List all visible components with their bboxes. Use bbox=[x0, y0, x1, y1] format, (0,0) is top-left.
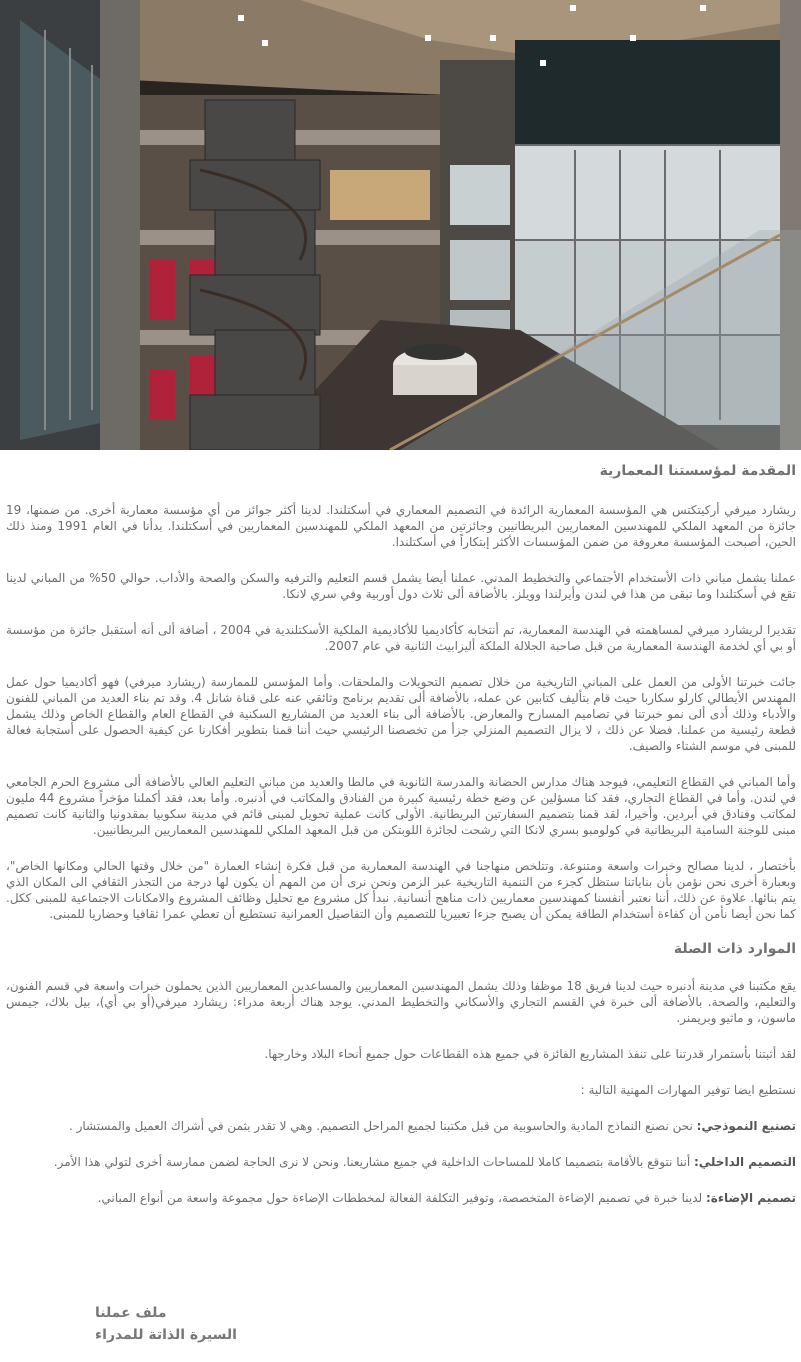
intro-paragraph-6: بأختصار ، لدينا مصالح وخبرات واسعة ومتنوعة. وتتلخص منهاجنا في الهندسة المعمارية من قبل فكرة إنشاء العمارة "من خلال وقتها الحالي ومكانها الخاص"، وبعبارة أخرى نحن نؤمن بأن بناياتنا ستظل كجزء من التنمية التاريخية عبر الزمن ونحن نرى أن من المهم أن يكون لها درجة من التجذر الثقافي الى المكان الذي يتم بنائها. علاوة عن ذلك، أننا نعتبر أنفسنا كمهندسين معماريين ذات مناهج أنسانية. نبدأ كل مشروع مع تحليل وظائف المشروع والامكانات الاجتماعية للمبنى ككل. كما نحن أيضا نأمن أن كفاءة أستخدام الطاقة يمكن أن يصبح جزءا تعبيريا للتصميم وأن التفاصيل العمرانية تستطيع أن تعطي عمرا ثقافيا وحضاريا للمبنى. bbox=[6, 859, 796, 921]
service-item-lighting-design bbox=[6, 1190, 796, 1206]
hero-image bbox=[0, 0, 801, 450]
intro-paragraph-5: وأما المباني في القطاع التعليمي، فيوجد هناك مدارس الحضانة والمدرسة الثانوية في مالطا والعديد من مباني التعليم العالي بالأضافة ألى مشروع الحرم الجامعي في لندن. وأما في القطاع التجاري، فقد كنا مسؤلين عن وضع خطة رئيسية كبيرة من الفنادق والمكاتب في أدنبره. وأما بعد، فقد أكملنا مؤخراً مشروع 44 مليون لمكاتب وفنادق في أبردين. وأخيرا، لقد قمنا بتصميم السفارتين البريطانية. الأولى كانت عملية تحويل لمبنى قائم في مدينة سكوبيا بمقدونيا والثانية كانت تصميم مبنى للوجنة السامية البريطانية في كولومبو بسري لانكا التي رشحت لجائزة اللوبتكن من قبل المعهد الملكي للمهندسين المعماريين البريطانيين. bbox=[6, 775, 796, 837]
article-content bbox=[0, 450, 801, 1206]
footer-links bbox=[95, 1302, 237, 1346]
service-item-interior-design bbox=[6, 1154, 796, 1170]
service-label: تصميم الإضاءة: bbox=[705, 1191, 796, 1205]
resources-paragraph-1: يقع مكتبنا في مدينة أدنبره حيث لدينا فريق 18 موظفا وذلك يشمل المهندسين المعماريين والمساعدين المعماريين الذين يحملون خبرات واسعة في قسم الفنون، والتعليم، والصحة. بالأضافة ألى خبرة في القسم التجاري والأسكاني والتخطيط المدني. يوجد هناك أربعة مدراء: ريشارد ميرفي(أو بي أي)، بيل بلاك، جيمس ماسون، و ماثيو وبريمنر. bbox=[6, 979, 796, 1025]
intro-paragraph-3: تقديرا لريشارد ميرفي لمساهمته في الهندسة المعمارية، تم أنتخابه كأكاديميا للأكاديمية الملكية الأسكتلندية في 2004 ، أضافة ألى أنه أستقبل جائزة من مؤسسة أو بي أي لخدمة الهندسة المعمارية من قبل صاحبة الجلالة الملكة أليزابيث الثانية في عام 2007. bbox=[6, 623, 796, 653]
service-label: التصميم الداخلي: bbox=[693, 1155, 796, 1169]
service-label: تصنيع النموذجي: bbox=[696, 1119, 796, 1133]
intro-paragraph-1: ريشارد ميرفي أركيتكتس هي المؤسسة المعمارية الرائدة في التصميم المعماري في أسكتلندا. لدينا أكثر جوائز من أي مؤسسة معمارية أخرى. من ضمنها، 19 جائزة من المعهد الملكي للمهندسين المعماريين البريطانيين وجائزتين من المعهد الملكي للمهندسين المعماريين في أسكتلندا. بدأنا في العام 1991 ومنذ ذلك الحين، أصبحت المؤسسة معروفة من ضمن المؤسسات الأكثر إبتكاراً في أسكتلندا. bbox=[6, 503, 796, 549]
service-text: نحن نصنع النماذج المادية والحاسوبية من قبل مكتبنا لجميع المراحل التصميم. وهي لا تقدر بثمن في أشراك العميل والمستشار . bbox=[68, 1119, 697, 1133]
service-text: لدينا خبرة في تصميم الإضاءة المتخصصة، وتوفير التكلفة الفعالة لمخططات الإضاءة حول مجموعة واسعة من أنواع المباني. bbox=[97, 1191, 706, 1205]
service-text: أننا نتوقع بالأقامة بتصميما كاملا للمساحات الداخلية في جميع مشاريعنا. ونحن لا نرى الحاجة لضمن ممارسة أخرى لتولي هذا الأمر. bbox=[53, 1155, 694, 1169]
portfolio-link[interactable]: ملف عملنا bbox=[95, 1305, 167, 1321]
service-item-model-making bbox=[6, 1118, 796, 1134]
resources-paragraph-2: لقد أثبتنا بأستمرار قدرتنا على تنفذ المشاريع الفائزة في جميع هذه القطاعات حول جميع أنحاء البلاد وخارجها. bbox=[264, 1047, 796, 1061]
directors-cv-link[interactable]: السيرة الذاتة للمدراء bbox=[95, 1327, 237, 1343]
intro-title: المقدمة لمؤسستنا المعمارية bbox=[599, 463, 796, 479]
atrium-illustration bbox=[0, 0, 801, 450]
resources-paragraph-3: نستطيع ايضا توفير المهارات المهنية التالية : bbox=[580, 1083, 796, 1097]
intro-paragraph-4: جائت خبرتنا الأولى من العمل على المباني التاريخية من خلال تصميم التحويلات والملحقات. وأما المؤسس للممارسة (ريشارد ميرفي) فهو أكاديميا حول عمل المهندس الأيطالي كارلو سكاربا حيث قام بتأليف كتابين عن عمله، بالأضافة ألى تقديم برنامج وثائقي عنه على قناة شانل 4. وقد تم بناء العديد من المباني للفنون والأدباء وذلك أدى ألى نمو خبرتنا في تصاميم المسارح والمعارض. بالأضافة ألى بناء العديد من المشاريع السكنية في القطاع العام والقطاع الخاص وذلك يشمل قطعة رئيسية من عملنا. فضلا عن ذلك ، لا يزال التصميم المنزلي جزأ من تخصصنا الرئيسي حيث أننا قمنا بتطوير أفكارنا عن كيفية الحصول على أستجابة فعالة للمبنى في موسم الشتاء والصيف. bbox=[6, 675, 796, 753]
resources-title: الموارد ذات الصلة bbox=[673, 941, 796, 957]
intro-paragraph-2: عملنا يشمل مباني ذات الأستخدام الأجتماعي والتخطيط المدني. عملنا أيضا يشمل قسم التعليم والترفيه والسكن والصحة والأداب. حوالي 50% من المباني لدينا تقع في أسكتلندا وما تبقى من هذا في لندن وأيرلندا وويلز. بالأضافة ألى ثلاث دول أوربية وفي سري لانكا. bbox=[6, 571, 797, 601]
